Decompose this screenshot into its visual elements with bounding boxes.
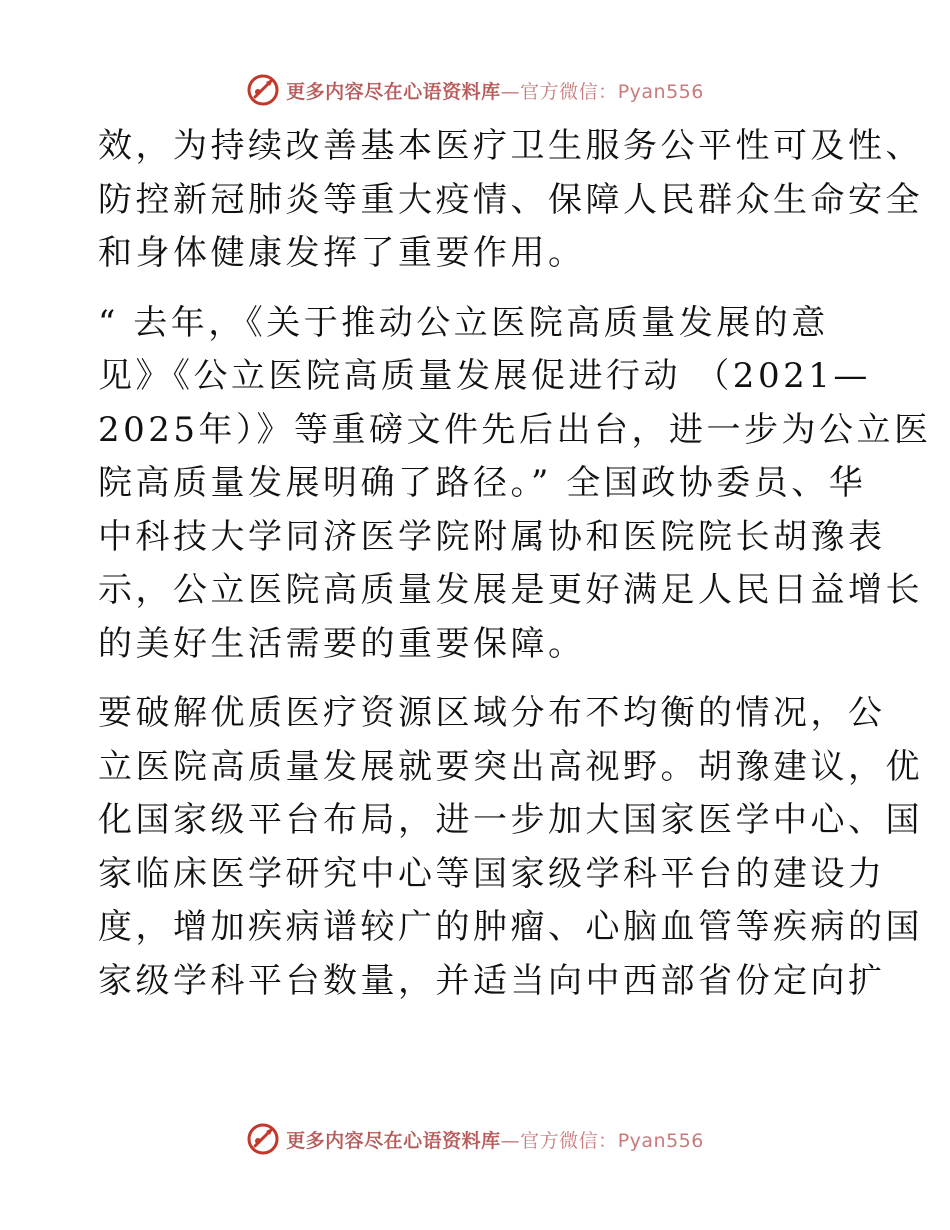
paragraph-2 <box>98 297 932 672</box>
text-line: 家级学科平台数量，并适当向中西部省份定向扩 <box>98 960 886 1001</box>
text-line: 效，为持续改善基本医疗卫生服务公平性可及性、 <box>98 126 923 166</box>
banner-wechat-label: —官方微信： <box>500 80 618 103</box>
text-line: 要破解优质医疗资源区域分布不均衡的情况，公 <box>98 693 886 733</box>
text-line: 中科技大学同济医学院附属协和医院院长胡豫表 <box>98 516 886 557</box>
banner-wechat-id: Pyan556 <box>617 1129 704 1152</box>
text-line: 的美好生活需要的重要保障。 <box>98 623 586 664</box>
banner-wechat-label: —官方微信： <box>500 1129 618 1152</box>
text-line: 和身体健康发挥了重要作用。 <box>98 233 586 273</box>
header-banner <box>0 70 950 110</box>
footer-banner <box>0 1119 950 1159</box>
text-line: 立医院高质量发展就要突出高视野。胡豫建议，优 <box>98 746 923 787</box>
text-line: 见》《公立医院高质量发展促进行动 （2021— <box>98 356 871 396</box>
banner-site-text: 更多内容尽在心语资料库 <box>286 1129 501 1152</box>
text-line: 2025年）》等重磅文件先后出台，进一步为公立医 <box>98 409 932 450</box>
text-line: 示，公立医院高质量发展是更好满足人民日益增长 <box>98 570 923 610</box>
banner-wechat-id: Pyan556 <box>617 80 704 103</box>
banner-text <box>286 1126 704 1153</box>
text-line: 家临床医学研究中心等国家级学科平台的建设力 <box>98 853 886 894</box>
banner-site-text: 更多内容尽在心语资料库 <box>286 80 501 103</box>
logo-icon <box>246 1122 280 1156</box>
text-line: 度，增加疾病谱较广的肿瘤、心脑血管等疾病的国 <box>98 907 923 947</box>
document-body <box>98 120 932 1008</box>
paragraph-3 <box>98 687 923 1008</box>
paragraph-1 <box>98 120 923 281</box>
text-line: “ 去年，《关于推动公立医院高质量发展的意 <box>98 302 829 343</box>
banner-text <box>286 77 704 104</box>
text-line: 院高质量发展明确了路径。” 全国政协委员、华 <box>98 463 867 503</box>
logo-icon <box>246 73 280 107</box>
text-line: 化国家级平台布局，进一步加大国家医学中心、国 <box>98 800 923 840</box>
text-line: 防控新冠肺炎等重大疫情、保障人民群众生命安全 <box>98 179 923 220</box>
